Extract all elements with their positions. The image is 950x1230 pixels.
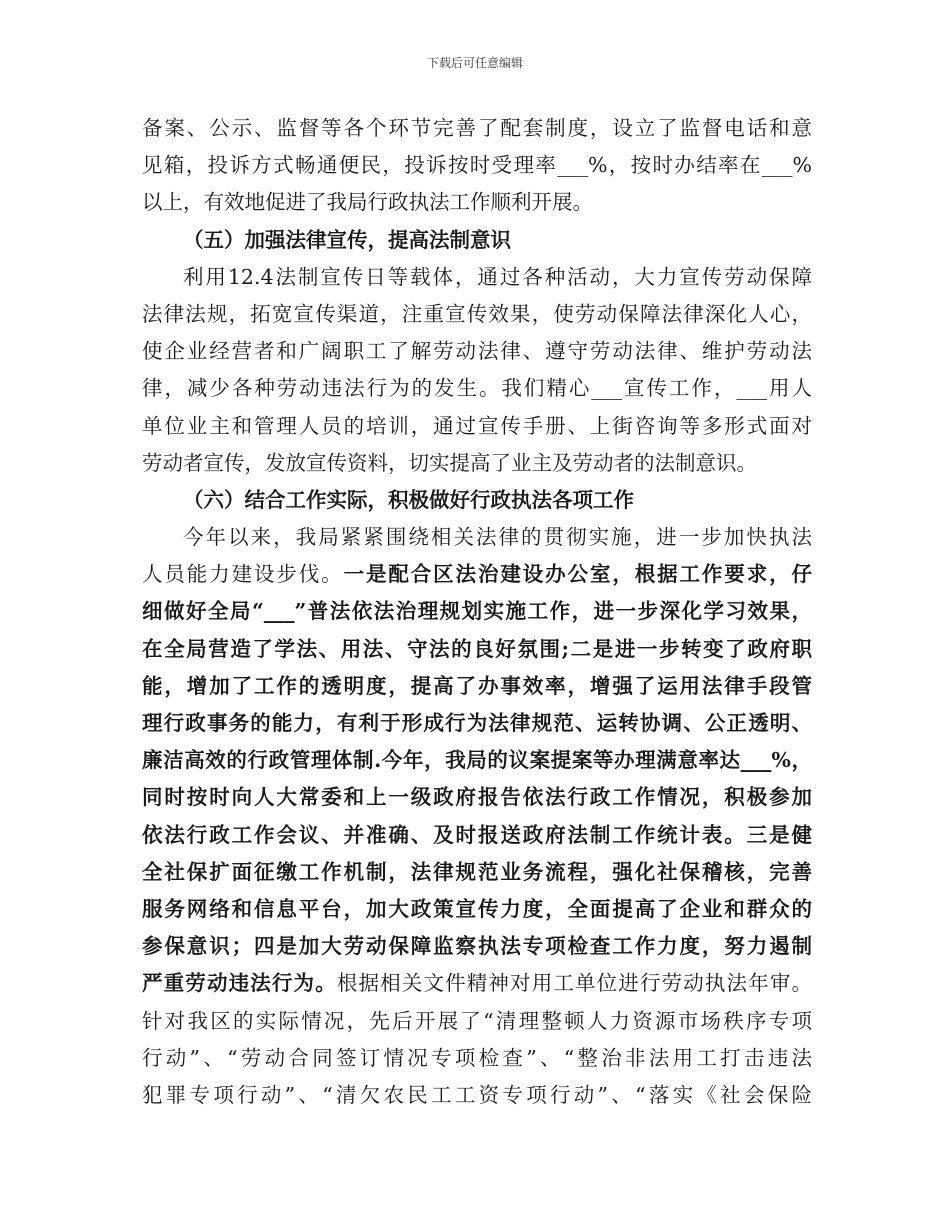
text-line-bold: 依法行政工作会议、并准确、及时报送政府法制工作统计表。三是健 (142, 822, 812, 847)
text-line-bold: 参保意识；四是加大劳动保障监察执法专项检查工作力度，努力遏制 (142, 934, 812, 959)
text-line: 律，减少各种劳动违法行为的发生。我们精心___宣传工作，___用人 (142, 376, 812, 401)
text-line-bold: 理行政事务的能力，有利于形成行为法律规范、运转协调、公正透明、 (142, 711, 812, 735)
text-line-bold: 服务网络和信息平台，加大政策宣传力度，全面提高了企业和群众的 (142, 896, 812, 921)
page-header: 下载后可任意编辑 (426, 56, 523, 70)
text-bold: 一是配合区法治建设办公室，根据工作要求，仔 (343, 562, 812, 587)
text-line: 针对我区的实际情况，先后开展了“清理整顿人力资源市场秩序专项 (142, 1008, 812, 1033)
text-line: 法律法规，拓宽宣传渠道，注重宣传效果，使劳动保障法律深化人心， (142, 301, 812, 326)
text-line-bold: 细做好全局“___”普法依法治理规划实施工作，进一步深化学习效果， (142, 599, 812, 624)
text-line-bold: 能，增加了工作的透明度，提高了办事效率，增强了运用法律手段管 (142, 673, 812, 698)
text-line: 利用12.4法制宣传日等载体，通过各种活动，大力宣传劳动保障 (183, 264, 812, 289)
text-line: 行动”、“劳动合同签订情况专项检查”、“整治非法用工打击违法 (142, 1045, 812, 1070)
document-body (142, 110, 812, 1114)
text-plain: 人员能力建设步伐。 (142, 562, 344, 587)
text-bold: 严重劳动违法行为。 (142, 971, 337, 996)
text-line: 使企业经营者和广阔职工了解劳动法律、遵守劳动法律、维护劳动法 (142, 339, 812, 364)
text-line: 今年以来，我局紧紧围绕相关法律的贯彻实施，进一步加快执法 (183, 525, 812, 550)
text-line-mixed (142, 965, 812, 1002)
text-line: 以上，有效地促进了我局行政执法工作顺利开展。 (142, 190, 593, 215)
text-line-bold: 全社保扩面征缴工作机制，法律规范业务流程，强化社保稽核，完善 (142, 859, 812, 884)
section-heading-5: （五）加强法律宣传，提高法制意识 (183, 227, 511, 252)
text-line: 见箱，投诉方式畅通便民，投诉按时受理率___%，按时办结率在___% (142, 153, 812, 178)
text-line: 劳动者宣传，发放宣传资料，切实提高了业主及劳动者的法制意识。 (142, 450, 757, 475)
text-line: 单位业主和管理人员的培训，通过宣传手册、上街咨询等多形式面对 (142, 413, 812, 438)
text-line: 犯罪专项行动”、“清欠农民工工资专项行动”、“落实《社会保险 (142, 1082, 812, 1107)
text-plain: 根据相关文件精神对用工单位进行劳动执法年审。 (336, 971, 812, 996)
section-heading-6: （六）结合工作实际，积极做好行政执法各项工作 (183, 487, 634, 512)
text-line-mixed (142, 556, 812, 593)
text-line-bold: 廉洁高效的行政管理体制.今年，我局的议案提案等办理满意率达___%， (142, 748, 812, 773)
text-line-bold: 同时按时向人大常委和上一级政府报告依法行政工作情况，积极参加 (142, 785, 812, 810)
text-line: 备案、公示、监督等各个环节完善了配套制度，设立了监督电话和意 (142, 116, 812, 140)
text-line-bold: 在全局营造了学法、用法、守法的良好氛围;二是进一步转变了政府职 (142, 636, 812, 661)
